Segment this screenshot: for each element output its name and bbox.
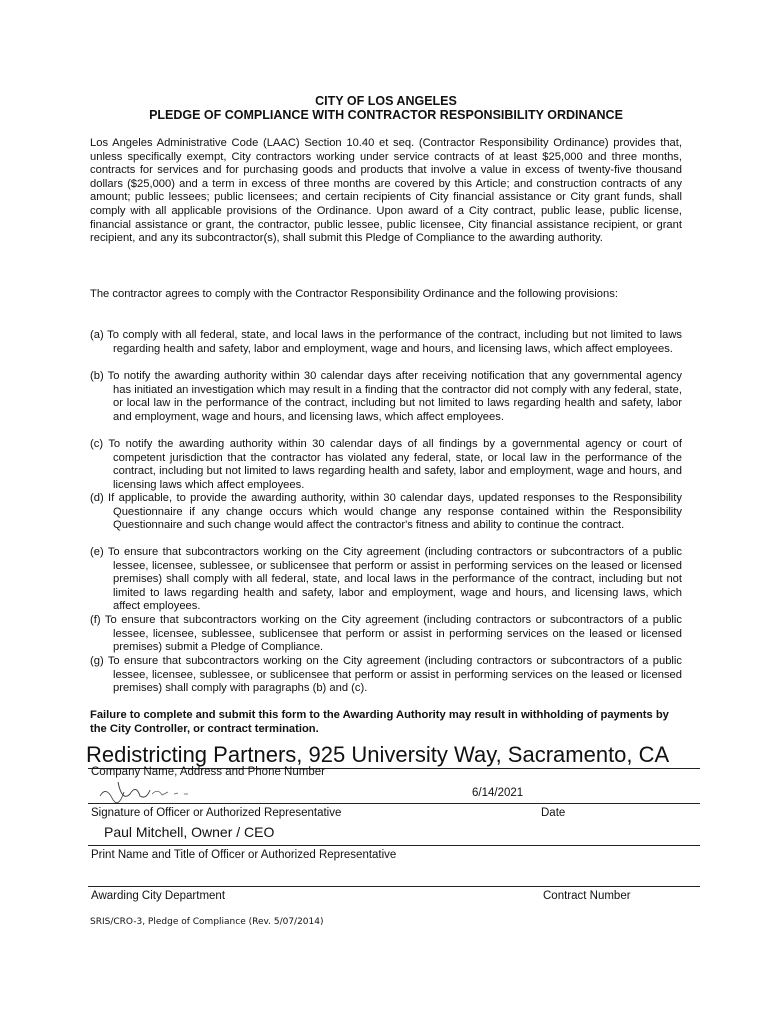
print-name-value[interactable]: Paul Mitchell, Owner / CEO: [104, 824, 275, 840]
provision-d: (d) If applicable, to provide the awarding authority, within 30 calendar days, updated responses to the Responsibility Questionnaire if any change occurs which would change any response contained within the Responsibility Questionnaire and such change would affect the contractor's fitness and ability to continue the contract.: [90, 492, 682, 532]
provision-f: (f) To ensure that subcontractors working on the City agreement (including contractors or subcontractors of a public lessee, licensee, sublessee, sublicensee that perform or assist in performing services on the leased or licensed premises) submit a Pledge of Compliance.: [90, 614, 682, 654]
contract-number-label: Contract Number: [543, 890, 631, 902]
provision-c: (c) To notify the awarding authority within 30 calendar days of all findings by a governmental agency or court of competent jurisdiction that the contractor has violated any federal, state, or local law in the performance of the contract, including but not limited to laws regarding health and safety, labor and employment, wage and hours, and licensing laws which affect employees.: [90, 438, 682, 491]
signature-date-line: [88, 803, 700, 804]
form-footer: SRIS/CRO-3, Pledge of Compliance (Rev. 5/07/2014): [90, 917, 324, 927]
department-field-label: Awarding City Department: [91, 890, 226, 902]
signature-image: [92, 776, 262, 806]
date-field-value[interactable]: 6/14/2021: [472, 787, 524, 799]
provision-b: (b) To notify the awarding authority within 30 calendar days after receiving notification that any governmental agency has initiated an investigation which may result in a finding that the contractor did not comply with any federal, state, or local law in the performance of the contract, including but not limited to laws regarding health and safety, labor and employment, wage and hours, and licensing laws, which affect employees.: [90, 370, 682, 423]
city-title: CITY OF LOS ANGELES: [315, 94, 457, 108]
company-field-value[interactable]: Redistricting Partners, 925 University Way, Sacramento, CA: [86, 742, 670, 767]
company-field-label: Company Name, Address and Phone Number: [91, 766, 325, 778]
signature-field-label: Signature of Officer or Authorized Representative: [91, 807, 342, 819]
provision-a: (a) To comply with all federal, state, and local laws in the performance of the contract, including but not limited to laws regarding health and safety, labor and employment, wage and hours, and licensing laws, which affect employees.: [90, 329, 682, 355]
provision-e: (e) To ensure that subcontractors working on the City agreement (including contractors or subcontractors of a public lessee, licensee, sublessee, or sublicensee that perform or assist in performing services on the leased or licensed premises) shall comply with all federal, state, and local laws in the performance of the contract, including but not limited to laws regarding health and safety, labor and employment, wage and hours, and licensing laws, which affect employees.: [90, 546, 682, 613]
date-field-label: Date: [541, 807, 566, 819]
print-name-label: Print Name and Title of Officer or Authorized Representative: [91, 849, 397, 861]
intro-paragraph: Los Angeles Administrative Code (LAAC) Section 10.40 et seq. (Contractor Responsibility Ordinance) provides that, unless specifically exempt, City contractors working under service contracts of at least $25,000 and three months, contracts for services and for purchasing goods and products that involve a value in excess of twenty-five thousand dollars ($25,000) and a term in excess of three months are covered by this Article; and construction contracts of any amount; public lessees; public licensees; and certain recipients of City financial assistance or City grant funds, shall comply with all applicable provisions of the Ordinance. Upon award of a City contract, public lease, public license, financial assistance or grant, the contractor, public lessee, public licensee, City financial assistance recipient, or grant recipient, and any its subcontractor(s), shall submit this Pledge of Compliance to the awarding authority.: [90, 137, 682, 245]
warning-notice: Failure to complete and submit this form to the Awarding Authority may result in withholding of payments by the City Controller, or contract termination.: [90, 709, 669, 735]
provision-g: (g) To ensure that subcontractors working on the City agreement (including contractors or subcontractors of a public lessee, licensee, sublessee, or sublicensee that perform or assist in performing services on the leased or licensed premises) shall comply with paragraphs (b) and (c).: [90, 655, 682, 695]
form-title: PLEDGE OF COMPLIANCE WITH CONTRACTOR RESPONSIBILITY ORDINANCE: [149, 108, 623, 122]
agree-paragraph: The contractor agrees to comply with the Contractor Responsibility Ordinance and the following provisions:: [90, 288, 618, 300]
print-name-line: [88, 845, 700, 846]
department-contract-line: [88, 886, 700, 887]
